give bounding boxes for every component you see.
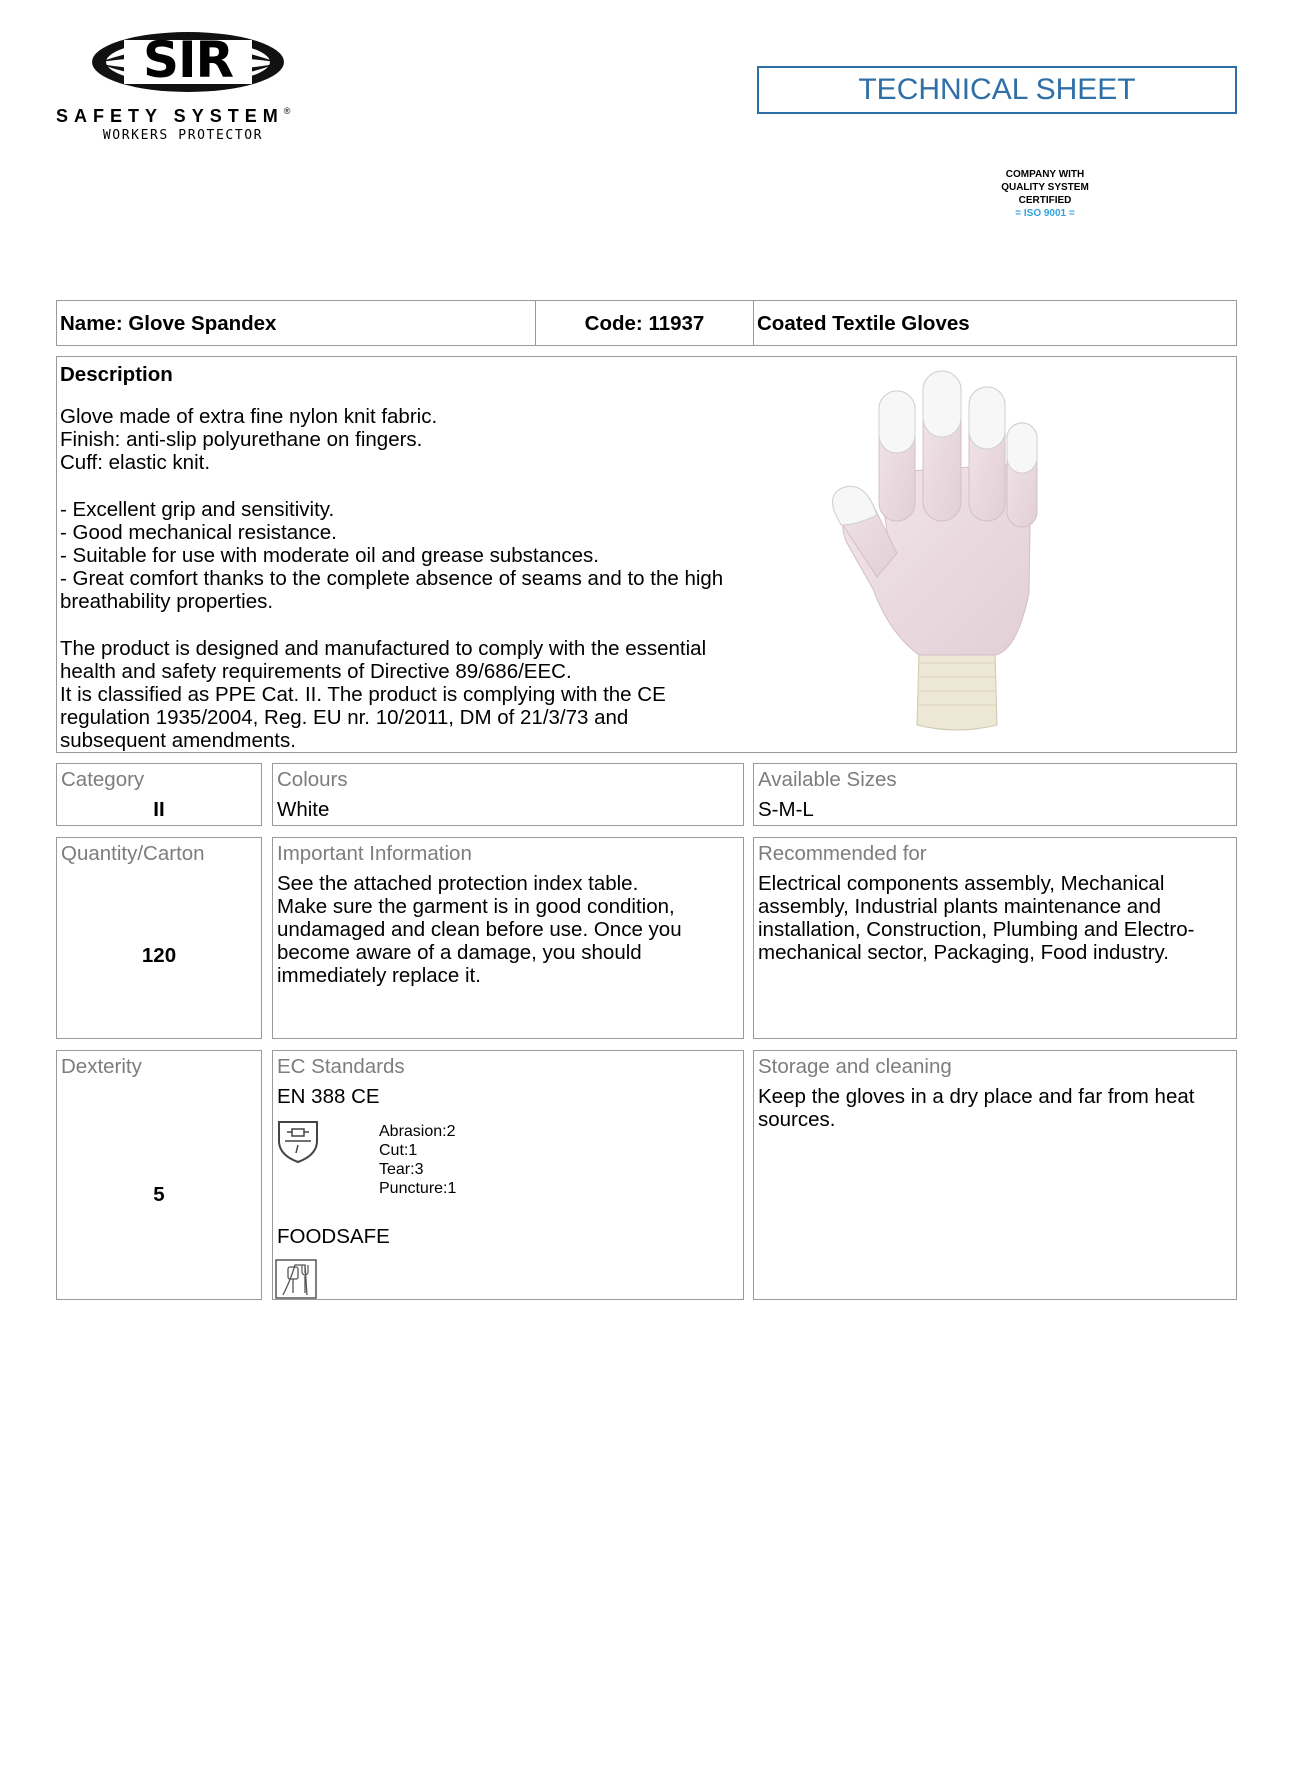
colours-value: White <box>277 798 330 821</box>
en388-title: EN 388 CE <box>277 1085 380 1108</box>
logo-brand: SIR <box>142 31 234 89</box>
dexterity-value: 5 <box>153 1183 165 1206</box>
important-info-label: Important Information <box>277 842 472 865</box>
recommended-label: Recommended for <box>758 842 927 865</box>
dexterity-label: Dexterity <box>61 1055 142 1078</box>
cert-line2: QUALITY SYSTEM <box>1001 182 1089 193</box>
important-info-cell <box>272 837 744 1039</box>
logo-line2: WORKERS PROTECTOR <box>102 128 264 143</box>
product-name-cell <box>56 300 536 346</box>
tear-rating: Tear:3 <box>379 1161 424 1178</box>
logo-line1: SAFETY SYSTEM® <box>56 106 291 126</box>
description-features: - Excellent grip and sensitivity. - Good mechanical resistance. - Suitable for use with moderate oil and grease substances. - Great comfort thanks to the complete absence of seams and to the high breathability properties. <box>60 498 724 613</box>
company-logo <box>56 20 316 150</box>
product-code-cell <box>535 300 754 346</box>
food-safe-icon <box>275 1259 317 1299</box>
description-para1: Glove made of extra fine nylon knit fabric. Finish: anti-slip polyurethane on fingers. Cuff: elastic knit. <box>60 405 438 474</box>
abrasion-rating: Abrasion:2 <box>379 1123 456 1140</box>
description-compliance: The product is designed and manufactured to comply with the essential health and safety requirements of Directive 89/686/EEC. It is classified as PPE Cat. II. The product is complying with the CE regulation 1935/2004, Reg. EU nr. 10/2011, DM of 21/3/73 and subsequent amendments. <box>60 637 707 752</box>
description-heading: Description <box>60 363 173 386</box>
important-info-text: See the attached protection index table. Make sure the garment is in good condition, undamaged and clean before use. Once you become aware of a damage, you should immediately replace it. <box>277 872 682 987</box>
cert-iso: = ISO 9001 = <box>1015 208 1075 219</box>
category-cell <box>56 763 262 826</box>
recommended-cell <box>753 837 1237 1039</box>
iso-certification-badge <box>980 168 1110 220</box>
en388-shield-icon <box>275 1119 321 1165</box>
puncture-rating: Puncture:1 <box>379 1180 457 1197</box>
quantity-value: 120 <box>141 944 177 967</box>
category-value: II <box>153 798 165 821</box>
category-label: Category <box>61 768 145 791</box>
dexterity-cell <box>56 1050 262 1300</box>
product-type: Coated Textile Gloves <box>757 312 970 335</box>
colours-label: Colours <box>277 768 348 791</box>
description-section <box>56 356 1237 753</box>
quantity-cell <box>56 837 262 1039</box>
colours-cell <box>272 763 744 826</box>
page-title: TECHNICAL SHEET <box>757 66 1237 114</box>
cert-line1: COMPANY WITH <box>1005 169 1085 180</box>
ec-standards-cell <box>272 1050 744 1300</box>
foodsafe-title: FOODSAFE <box>277 1225 390 1248</box>
product-type-cell <box>753 300 1237 346</box>
sizes-value: S-M-L <box>758 798 814 821</box>
en388-ratings <box>379 1122 456 1198</box>
product-code: Code: 11937 <box>584 312 705 335</box>
cut-rating: Cut:1 <box>379 1142 418 1159</box>
cert-line3: CERTIFIED <box>1018 195 1072 206</box>
ec-standards-label: EC Standards <box>277 1055 405 1078</box>
storage-cell <box>753 1050 1237 1300</box>
recommended-text: Electrical components assembly, Mechanical assembly, Industrial plants maintenance and installation, Construction, Plumbing and Electro-mechanical sector, Packaging, Food industry. <box>758 872 1195 964</box>
glove-product-image <box>817 363 1117 743</box>
quantity-label: Quantity/Carton <box>61 842 205 865</box>
storage-label: Storage and cleaning <box>758 1055 952 1078</box>
product-name: Name: Glove Spandex <box>60 312 277 335</box>
storage-text: Keep the gloves in a dry place and far from heat sources. <box>758 1085 1195 1131</box>
sizes-label: Available Sizes <box>758 768 897 791</box>
sizes-cell <box>753 763 1237 826</box>
